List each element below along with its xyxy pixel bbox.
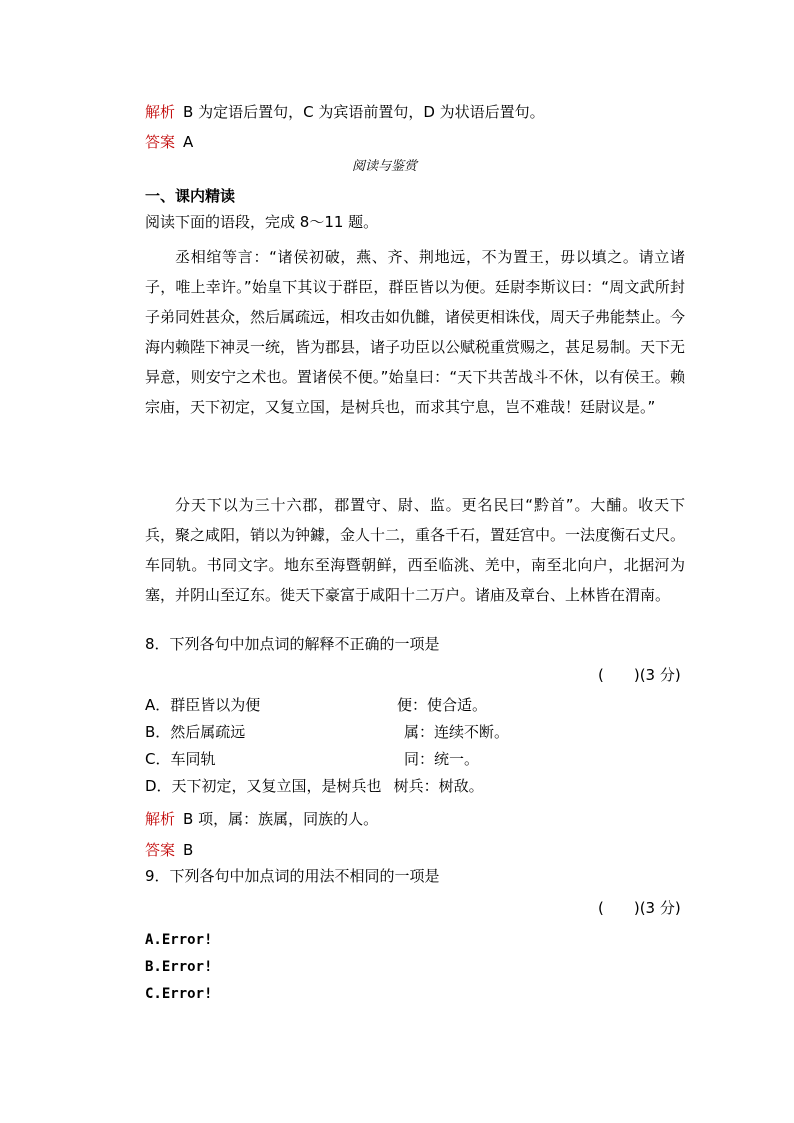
analysis-text: B 为定语后置句，C 为宾语前置句，D 为状语后置句。 [183, 103, 545, 121]
q8-answer [145, 840, 193, 860]
q8-option-d-exp: 树兵：树敌。 [393, 777, 484, 795]
q8-answer-label: 答案 [145, 841, 176, 859]
q9-stem: 9．下列各句中加点词的用法不相同的一项是 [145, 867, 440, 885]
q8-analysis-label: 解析 [145, 810, 176, 828]
instruction: 阅读下面的语段，完成 8～11 题。 [145, 213, 379, 231]
q8-option-d [145, 776, 484, 796]
q8-option-c-exp: 同：统一。 [404, 750, 480, 768]
q9-option-b: B.Error! [145, 959, 213, 975]
q8-option-d-text: D．天下初定，又复立国，是树兵也 [145, 777, 382, 795]
q8-option-a: A．群臣皆以为便 [145, 696, 261, 714]
answer-label: 答案 [145, 133, 176, 151]
prev-analysis [145, 102, 545, 122]
analysis-label: 解析 [145, 103, 176, 121]
q8-option-b: B．然后属疏远 [145, 723, 246, 741]
part-title: 一、课内精读 [145, 187, 236, 205]
q8-stem: 8．下列各句中加点词的解释不正确的一项是 [145, 635, 440, 653]
section-title: 阅读与鉴赏 [352, 159, 418, 174]
q8-option-c: C．车同轨 [145, 750, 216, 768]
prev-answer [145, 132, 193, 152]
answer-text: A [183, 133, 194, 151]
q8-option-b-exp: 属：连续不断。 [404, 723, 510, 741]
q8-analysis-text: B 项，属：族属，同族的人。 [183, 810, 379, 828]
passage-paragraph-2: 分天下以为三十六郡，郡置守、尉、监。更名民曰“黔首”。大酺。收天下兵，聚之咸阳，销以为钟鐻，金人十二，重各千石，置廷宫中。一法度衡石丈尺。车同轨。书同文字。地东至海暨朝鲜，西至临洮、羌中，南至北向户，北据河为塞，并阴山至辽东。徙天下豪富于咸阳十二万户。诸庙及章台、上林皆在渭南。 [145, 496, 686, 604]
q9-option-a: A.Error! [145, 932, 213, 948]
q9-option-c: C.Error! [145, 986, 213, 1002]
q8-analysis [145, 809, 378, 829]
q9-score: ( )(3 分) [598, 899, 681, 917]
passage-paragraph-1: 丞相绾等言：“诸侯初破，燕、齐、荆地远，不为置王，毋以填之。请立诸子，唯上幸许。”始皇下其议于群臣，群臣皆以为便。廷尉李斯议曰：“周文武所封子弟同姓甚众，然后属疏远，相攻击如仇雠，诸侯更相诛伐，周天子弗能禁止。今海内赖陛下神灵一统，皆为郡县，诸子功臣以公赋税重赏赐之，甚足易制。天下无异意，则安宁之术也。置诸侯不便。”始皇曰：“天下共苦战斗不休，以有侯王。赖宗庙，天下初定，又复立国，是树兵也，而求其宁息，岂不难哉！廷尉议是。” [145, 248, 686, 416]
q8-score: ( )(3 分) [598, 666, 681, 684]
q8-answer-text: B [183, 841, 194, 859]
q8-option-a-exp: 便：使合适。 [397, 696, 488, 714]
